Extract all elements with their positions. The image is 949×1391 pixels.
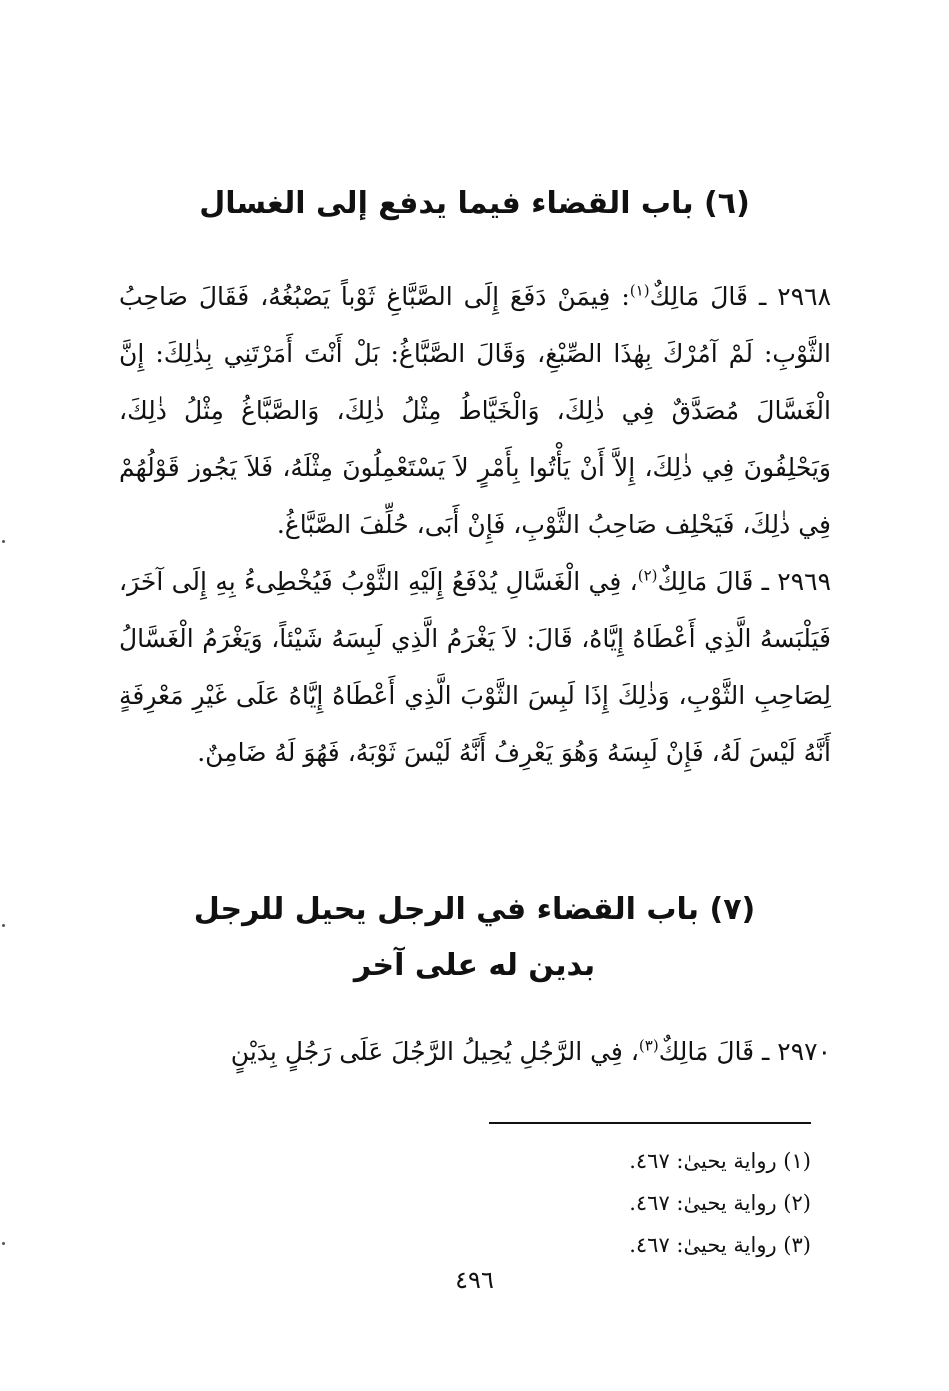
paragraph-lead: ـ قَالَ مَالِكٌ xyxy=(657,567,778,596)
paragraph-text: ، فِي الْغَسَّالِ يُدْفَعُ إِلَيْهِ الثَّوْبُ فَيُخْطِىءُ بِهِ إِلَى آخَرَ، فَيَلْبَسهُ الَّذِي أَعْطَاهُ إِيَّاهُ، قَالَ: لاَ يَغْرَمُ الَّذِي لَبِسَهُ شَيْئاً، وَيَغْرَمُ الْغَسَّالُ لِصَاحِبِ الثَّوْبِ، وَذٰلِكَ إِذَا لَبِسَ الثَّوْبَ الَّذِي أَعْطَاهُ إِيَّاهُ عَلَى غَيْرِ مَعْرِفَةٍ أَنَّهُ لَيْسَ لَهُ، فَإِنْ لَبِسَهُ وَهُوَ يَعْرِفُ أَنَّهُ لَيْسَ ثَوْبَهُ، فَهُوَ لَهُ ضَامِنٌ. xyxy=(119,567,832,767)
footnote-reference: (٣) xyxy=(638,1036,659,1055)
paragraph-text: ، فِي الرَّجُلِ يُحِيلُ الرَّجُلَ عَلَى رَجُلٍ بِدَيْنٍ xyxy=(230,1037,639,1066)
footnotes-list xyxy=(411,1140,811,1266)
paragraph-2970 xyxy=(119,1023,831,1080)
section-heading-line-1: (٧) باب القضاء في الرجل يحيل للرجل xyxy=(193,892,756,927)
footnote-separator xyxy=(489,1122,811,1124)
scan-speck xyxy=(2,540,5,543)
footnote-reference: (١) xyxy=(629,281,650,300)
footnote-3: (٣) رواية يحيىٰ: ٤٦٧. xyxy=(629,1233,811,1257)
section-heading-7 xyxy=(80,882,869,994)
paragraph-number: ٢٩٦٩ xyxy=(777,567,832,596)
scan-speck xyxy=(2,924,5,927)
scan-speck xyxy=(2,1242,5,1245)
paragraph-number: ٢٩٧٠ xyxy=(777,1037,831,1066)
footnote-reference: (٢) xyxy=(637,566,658,585)
paragraph-lead: ـ قَالَ مَالِكٌ xyxy=(658,1037,778,1066)
paragraph-number: ٢٩٦٨ xyxy=(777,282,832,311)
paragraph-2969 xyxy=(119,553,831,781)
footnote-1: (١) رواية يحيىٰ: ٤٦٧. xyxy=(629,1149,811,1173)
paragraph-lead: ـ قَالَ مَالِكٌ xyxy=(649,282,778,311)
section-heading-line-2: بدين له على آخر xyxy=(353,948,596,983)
page-number: ٤٩٦ xyxy=(455,1266,494,1294)
paragraph-text: : فِيمَنْ دَفَعَ إِلَى الصَّبَّاغِ ثَوْباً يَصْبُغُهُ، فَقَالَ صَاحِبُ الثَّوْبِ: لَمْ آمُرْكَ بِهٰذَا الصِّبْغِ، وَقَالَ الصَّبَّاغُ: بَلْ أَنْتَ أَمَرْتَنِي بِذٰلِكَ: إِنَّ الْغَسَّالَ مُصَدَّقٌ فِي ذٰلِكَ، وَالْخَيَّاطُ مِثْلُ ذٰلِكَ، وَالصَّبَّاغُ مِثْلُ ذٰلِكَ، وَيَحْلِفُونَ فِي ذٰلِكَ، إِلاَّ أَنْ يَأْتُوا بِأَمْرٍ لاَ يَسْتَعْمِلُونَ مِثْلَهُ، فَلاَ يَجُوز قَوْلُهُمْ فِي ذٰلِكَ، فَيَحْلِف صَاحِبُ الثَّوْبِ، فَإِنْ أَبَى، حُلِّفَ الصَّبَّاغُ. xyxy=(119,282,831,539)
section-heading-6: (٦) باب القضاء فيما يدفع إلى الغسال xyxy=(199,186,750,221)
footnote-2: (٢) رواية يحيىٰ: ٤٦٧. xyxy=(629,1191,811,1215)
paragraph-2968 xyxy=(119,268,831,553)
